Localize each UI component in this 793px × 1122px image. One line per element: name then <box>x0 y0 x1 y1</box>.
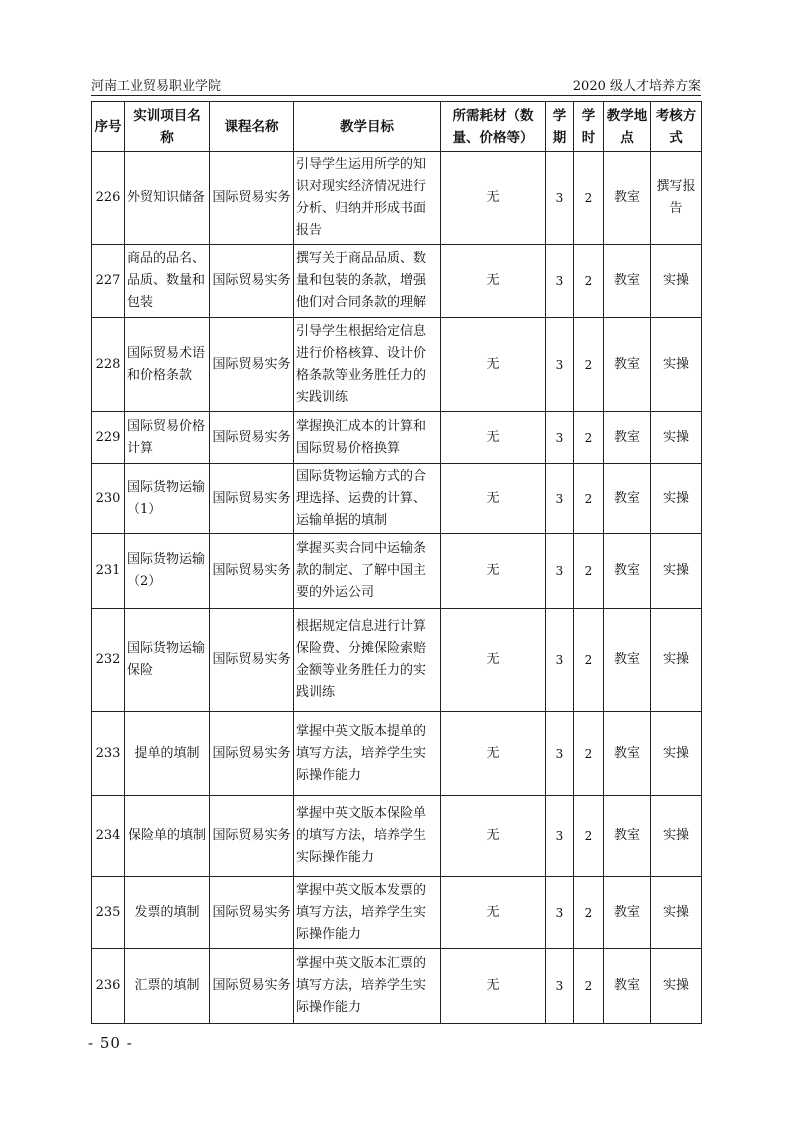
project-name: 保险单的填制 <box>125 796 210 877</box>
hours: 2 <box>574 534 604 609</box>
project-name: 国际贸易术语和价格条款 <box>125 318 210 412</box>
course-name: 国际贸易实务 <box>210 877 294 949</box>
row-number: 234 <box>92 796 125 877</box>
materials: 无 <box>441 796 546 877</box>
teaching-goal: 引导学生运用所学的知识对现实经济情况进行分析、归纳并形成书面报告 <box>294 152 441 245</box>
location: 教室 <box>604 464 651 534</box>
course-name: 国际贸易实务 <box>210 464 294 534</box>
term: 3 <box>546 464 574 534</box>
term: 3 <box>546 877 574 949</box>
header-assessment: 考核方式 <box>651 102 702 152</box>
row-number: 236 <box>92 949 125 1024</box>
term: 3 <box>546 412 574 464</box>
row-number: 228 <box>92 318 125 412</box>
term: 3 <box>546 152 574 245</box>
assessment: 实操 <box>651 245 702 318</box>
training-projects-table <box>91 101 701 1023</box>
term: 3 <box>546 949 574 1024</box>
hours: 2 <box>574 412 604 464</box>
location: 教室 <box>604 712 651 796</box>
materials: 无 <box>441 152 546 245</box>
table-row <box>92 877 702 949</box>
assessment: 实操 <box>651 534 702 609</box>
term: 3 <box>546 534 574 609</box>
hours: 2 <box>574 245 604 318</box>
location: 教室 <box>604 877 651 949</box>
assessment: 实操 <box>651 796 702 877</box>
page-number: - 50 - <box>88 1034 133 1052</box>
materials: 无 <box>441 534 546 609</box>
assessment: 实操 <box>651 609 702 712</box>
project-name: 提单的填制 <box>125 712 210 796</box>
materials: 无 <box>441 877 546 949</box>
project-name: 国际贸易价格计算 <box>125 412 210 464</box>
hours: 2 <box>574 712 604 796</box>
header-materials: 所需耗材（数量、价格等） <box>441 102 546 152</box>
header-project: 实训项目名称 <box>125 102 210 152</box>
course-name: 国际贸易实务 <box>210 949 294 1024</box>
table-row <box>92 796 702 877</box>
course-name: 国际贸易实务 <box>210 796 294 877</box>
project-name: 国际货物运输保险 <box>125 609 210 712</box>
row-number: 230 <box>92 464 125 534</box>
project-name: 发票的填制 <box>125 877 210 949</box>
location: 教室 <box>604 949 651 1024</box>
location: 教室 <box>604 245 651 318</box>
course-name: 国际贸易实务 <box>210 712 294 796</box>
term: 3 <box>546 796 574 877</box>
materials: 无 <box>441 712 546 796</box>
teaching-goal: 掌握中英文版本汇票的填写方法，培养学生实际操作能力 <box>294 949 441 1024</box>
page-header <box>91 75 701 96</box>
hours: 2 <box>574 318 604 412</box>
assessment: 撰写报告 <box>651 152 702 245</box>
course-name: 国际贸易实务 <box>210 245 294 318</box>
hours: 2 <box>574 949 604 1024</box>
header-term: 学期 <box>546 102 574 152</box>
row-number: 232 <box>92 609 125 712</box>
row-number: 235 <box>92 877 125 949</box>
materials: 无 <box>441 318 546 412</box>
hours: 2 <box>574 609 604 712</box>
course-name: 国际贸易实务 <box>210 318 294 412</box>
materials: 无 <box>441 949 546 1024</box>
table-row <box>92 949 702 1024</box>
project-name: 商品的品名、品质、数量和包装 <box>125 245 210 318</box>
location: 教室 <box>604 318 651 412</box>
header-course: 课程名称 <box>210 102 294 152</box>
assessment: 实操 <box>651 412 702 464</box>
row-number: 231 <box>92 534 125 609</box>
teaching-goal: 掌握中英文版本保险单的填写方法，培养学生实际操作能力 <box>294 796 441 877</box>
assessment: 实操 <box>651 712 702 796</box>
row-number: 226 <box>92 152 125 245</box>
header-index: 序号 <box>92 102 125 152</box>
project-name: 国际货物运输（1） <box>125 464 210 534</box>
assessment: 实操 <box>651 318 702 412</box>
course-name: 国际贸易实务 <box>210 412 294 464</box>
teaching-goal: 掌握换汇成本的计算和国际贸易价格换算 <box>294 412 441 464</box>
row-number: 227 <box>92 245 125 318</box>
institution-name: 河南工业贸易职业学院 <box>91 79 222 94</box>
project-name: 外贸知识储备 <box>125 152 210 245</box>
term: 3 <box>546 318 574 412</box>
teaching-goal: 撰写关于商品品质、数量和包装的条款，增强他们对合同条款的理解 <box>294 245 441 318</box>
project-name: 国际货物运输（2） <box>125 534 210 609</box>
location: 教室 <box>604 152 651 245</box>
plan-title: 2020 级人才培养方案 <box>572 79 701 94</box>
row-number: 229 <box>92 412 125 464</box>
table-row <box>92 464 702 534</box>
teaching-goal: 引导学生根据给定信息进行价格核算、设计价格条款等业务胜任力的实践训练 <box>294 318 441 412</box>
location: 教室 <box>604 609 651 712</box>
course-name: 国际贸易实务 <box>210 609 294 712</box>
teaching-goal: 国际货物运输方式的合理选择、运费的计算、运输单据的填制 <box>294 464 441 534</box>
materials: 无 <box>441 609 546 712</box>
teaching-goal: 根据规定信息进行计算保险费、分摊保险索赔金额等业务胜任力的实践训练 <box>294 609 441 712</box>
header-goal: 教学目标 <box>294 102 441 152</box>
materials: 无 <box>441 464 546 534</box>
location: 教室 <box>604 534 651 609</box>
table-row <box>92 712 702 796</box>
table-header-row <box>92 102 702 152</box>
location: 教室 <box>604 796 651 877</box>
teaching-goal: 掌握买卖合同中运输条款的制定、了解中国主要的外运公司 <box>294 534 441 609</box>
course-name: 国际贸易实务 <box>210 152 294 245</box>
table-row <box>92 318 702 412</box>
term: 3 <box>546 609 574 712</box>
term: 3 <box>546 712 574 796</box>
materials: 无 <box>441 412 546 464</box>
materials: 无 <box>441 245 546 318</box>
assessment: 实操 <box>651 464 702 534</box>
location: 教室 <box>604 412 651 464</box>
course-name: 国际贸易实务 <box>210 534 294 609</box>
table-row <box>92 534 702 609</box>
teaching-goal: 掌握中英文版本发票的填写方法，培养学生实际操作能力 <box>294 877 441 949</box>
table-row <box>92 609 702 712</box>
teaching-goal: 掌握中英文版本提单的填写方法，培养学生实际操作能力 <box>294 712 441 796</box>
hours: 2 <box>574 152 604 245</box>
hours: 2 <box>574 877 604 949</box>
table-row <box>92 412 702 464</box>
hours: 2 <box>574 796 604 877</box>
assessment: 实操 <box>651 949 702 1024</box>
hours: 2 <box>574 464 604 534</box>
project-name: 汇票的填制 <box>125 949 210 1024</box>
header-hours: 学时 <box>574 102 604 152</box>
assessment: 实操 <box>651 877 702 949</box>
term: 3 <box>546 245 574 318</box>
header-location: 教学地点 <box>604 102 651 152</box>
table-row <box>92 152 702 245</box>
row-number: 233 <box>92 712 125 796</box>
table-row <box>92 245 702 318</box>
